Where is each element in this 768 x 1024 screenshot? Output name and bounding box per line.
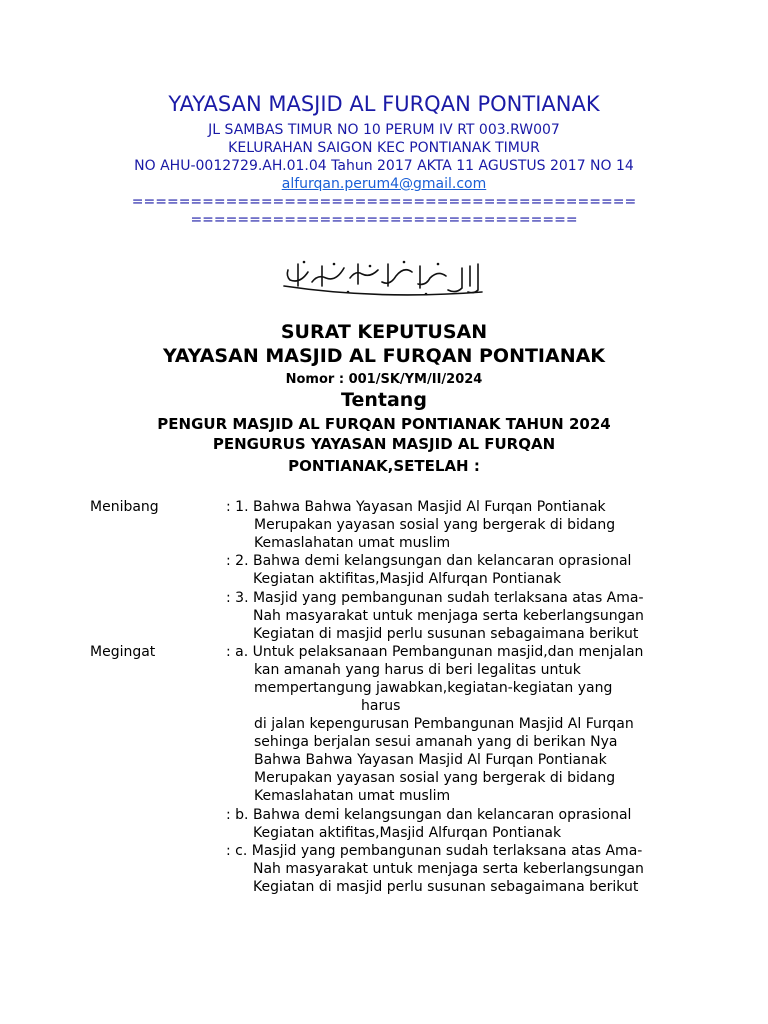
- mengingat-line: kan amanah yang harus di beri legalitas untuk: [254, 662, 581, 678]
- address-line-3: NO AHU-0012729.AH.01.04 Tahun 2017 AKTA 11 AGUSTUS 2017 NO 14: [134, 158, 634, 174]
- mengingat-line: harus: [361, 698, 401, 714]
- decree-title: SURAT KEPUTUSAN: [280, 321, 488, 343]
- mengingat-line: Kegiatan aktifitas,Masjid Alfurqan Pontianak: [253, 825, 562, 841]
- menimbang-point-3: : 3. Masjid yang pembangunan sudah terlaksana atas Ama-: [226, 590, 644, 606]
- mengingat-label: Megingat: [90, 644, 156, 660]
- menimbang-line: Kemaslahatan umat muslim: [254, 535, 451, 551]
- mengingat-line: di jalan kepengurusan Pembangunan Masjid Al Furqan: [254, 716, 634, 732]
- decree-number: Nomor : 001/SK/YM/II/2024: [285, 372, 483, 387]
- email-link[interactable]: alfurqan.perum4@gmail.com: [281, 176, 487, 192]
- separator-line-1: ===========================================: [131, 194, 637, 210]
- menimbang-label: Menibang: [90, 499, 159, 515]
- decree-org-title: YAYASAN MASJID AL FURQAN PONTIANAK: [162, 345, 606, 367]
- menimbang-line: Kegiatan di masjid perlu susunan sebagaimana berikut: [253, 626, 639, 642]
- tentang-heading: Tentang: [341, 389, 427, 411]
- arabic-greeting-calligraphy: [278, 256, 488, 302]
- mengingat-line: Bahwa Bahwa Yayasan Masjid Al Furqan Pontianak: [254, 752, 607, 768]
- address-line-1: JL SAMBAS TIMUR NO 10 PERUM IV RT 003.RW007: [208, 122, 560, 138]
- subject-line-2: PENGURUS YAYASAN MASJID AL FURQAN: [212, 435, 556, 453]
- menimbang-line: Kegiatan aktifitas,Masjid Alfurqan Pontianak: [253, 571, 562, 587]
- subject-line-3: PONTIANAK,SETELAH :: [288, 457, 480, 475]
- address-line-2: KELURAHAN SAIGON KEC PONTIANAK TIMUR: [228, 140, 540, 156]
- subject-line-1: PENGUR MASJID AL FURQAN PONTIANAK TAHUN 2024: [157, 415, 611, 433]
- mengingat-line: Nah masyarakat untuk menjaga serta keberlangsungan: [253, 861, 644, 877]
- menimbang-line: Nah masyarakat untuk menjaga serta keberlangsungan: [253, 608, 644, 624]
- menimbang-line: Merupakan yayasan sosial yang bergerak di bidang: [254, 517, 616, 533]
- menimbang-point-1: : 1. Bahwa Bahwa Yayasan Masjid Al Furqan Pontianak: [226, 499, 606, 515]
- mengingat-line: Merupakan yayasan sosial yang bergerak di bidang: [254, 770, 616, 786]
- separator-line-2: =================================: [190, 212, 578, 228]
- mengingat-line: sehinga berjalan sesui amanah yang di berikan Nya: [254, 734, 618, 750]
- mengingat-point-a: : a. Untuk pelaksanaan Pembangunan masjid,dan menjalan: [226, 644, 644, 660]
- org-name: YAYASAN MASJID AL FURQAN PONTIANAK: [168, 92, 600, 116]
- mengingat-line: Kemaslahatan umat muslim: [254, 788, 451, 804]
- mengingat-point-b: : b. Bahwa demi kelangsungan dan kelancaran oprasional: [226, 807, 632, 823]
- mengingat-line: Kegiatan di masjid perlu susunan sebagaimana berikut: [253, 879, 639, 895]
- mengingat-point-c: : c. Masjid yang pembangunan sudah terlaksana atas Ama-: [226, 843, 643, 859]
- menimbang-point-2: : 2. Bahwa demi kelangsungan dan kelancaran oprasional: [226, 553, 632, 569]
- mengingat-line: mempertangung jawabkan,kegiatan-kegiatan yang: [254, 680, 613, 696]
